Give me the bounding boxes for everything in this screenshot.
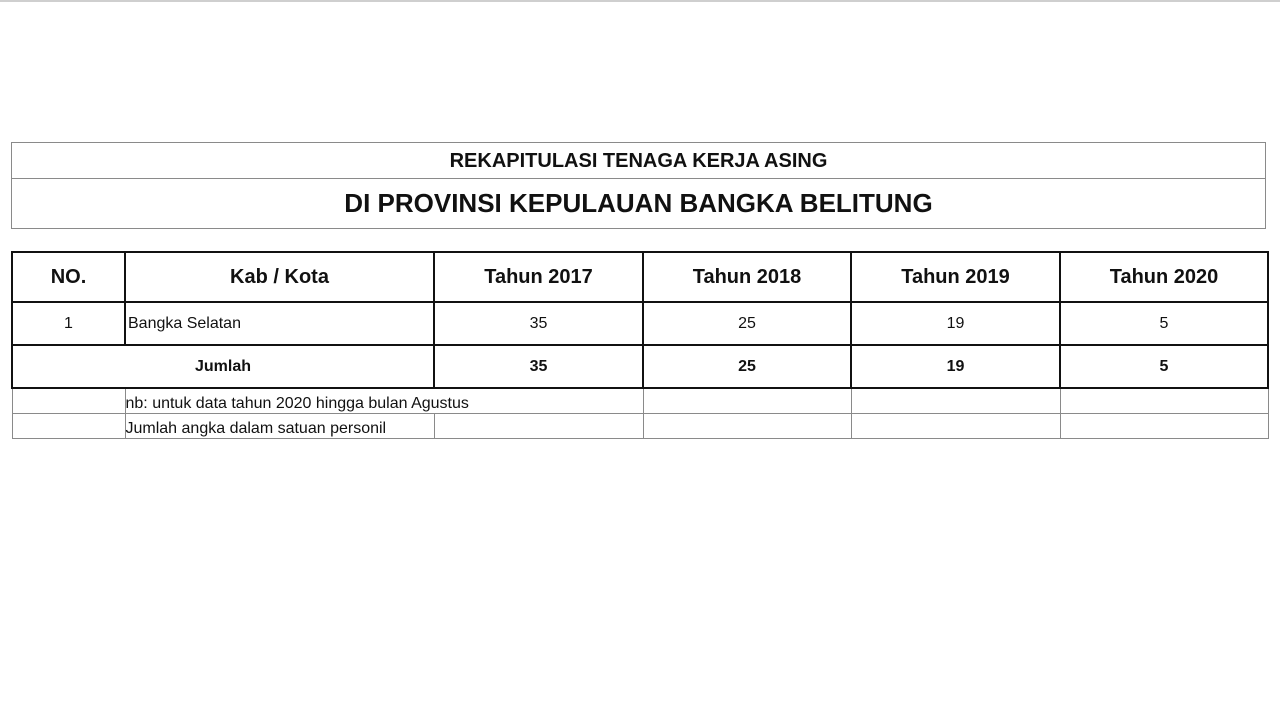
note-empty-cell (434, 413, 643, 438)
cell-2018: 25 (643, 302, 851, 345)
note-empty-cell (1060, 388, 1268, 413)
table-row (12, 302, 1268, 345)
note-period: nb: untuk data tahun 2020 hingga bulan Agustus (125, 388, 643, 413)
note-row-1 (12, 388, 1268, 413)
note-empty-cell (643, 413, 851, 438)
report-title: REKAPITULASI TENAGA KERJA ASING (12, 143, 1265, 179)
cell-no: 1 (12, 302, 125, 345)
header-no: NO. (12, 252, 125, 302)
note-empty-cell (851, 388, 1060, 413)
cell-kab-kota: Bangka Selatan (125, 302, 434, 345)
total-2017: 35 (434, 345, 643, 388)
table-header-row (12, 252, 1268, 302)
header-kab-kota: Kab / Kota (125, 252, 434, 302)
header-2020: Tahun 2020 (1060, 252, 1268, 302)
note-row-2 (12, 413, 1268, 438)
note-empty-cell (1060, 413, 1268, 438)
cell-2019: 19 (851, 302, 1060, 345)
cell-2017: 35 (434, 302, 643, 345)
header-2018: Tahun 2018 (643, 252, 851, 302)
note-empty-cell (851, 413, 1060, 438)
note-empty-cell (643, 388, 851, 413)
note-empty-cell (12, 388, 125, 413)
total-2020: 5 (1060, 345, 1268, 388)
tka-table (11, 251, 1269, 439)
cell-2020: 5 (1060, 302, 1268, 345)
total-label: Jumlah (12, 345, 434, 388)
header-2019: Tahun 2019 (851, 252, 1060, 302)
note-empty-cell (12, 413, 125, 438)
total-2018: 25 (643, 345, 851, 388)
note-unit: Jumlah angka dalam satuan personil (125, 413, 434, 438)
title-box (11, 142, 1266, 229)
top-divider (0, 0, 1280, 2)
header-2017: Tahun 2017 (434, 252, 643, 302)
total-row (12, 345, 1268, 388)
report-subtitle: DI PROVINSI KEPULAUAN BANGKA BELITUNG (344, 188, 933, 218)
total-2019: 19 (851, 345, 1060, 388)
